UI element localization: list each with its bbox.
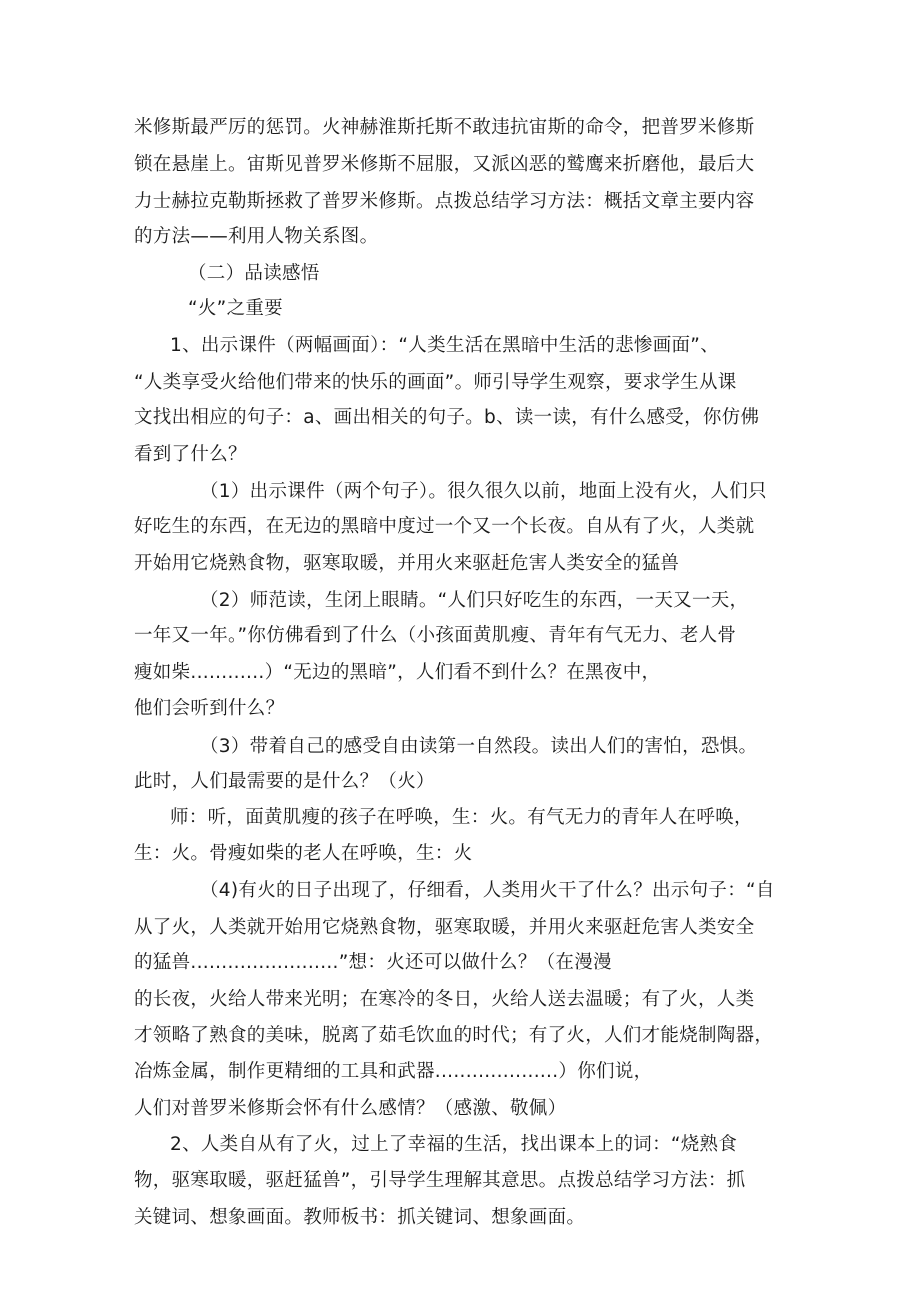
text-line: （2）师范读，生闭上眼睛。“人们只好吃生的东西，一天又一天， xyxy=(200,590,749,611)
text-line: （1）出示课件（两个句子）。很久很久以前，地面上没有火，人们只 xyxy=(200,481,767,502)
section-heading: （二）品读感悟 xyxy=(188,263,320,284)
text-line: 才领略了熟食的美味，脱离了茹毛饮血的时代；有了火，人们才能烧制陶器， xyxy=(134,1025,774,1046)
text-line: 1、出示课件（两幅画面）：“人类生活在黑暗中生活的悲惨画面”、 xyxy=(170,335,719,356)
text-line: 从了火，人类就开始用它烧熟食物，驱寒取暖，并用火来驱赶危害人类安全 xyxy=(134,917,755,938)
text-line: 2、人类自从有了火，过上了幸福的生活，找出课本上的词：“烧熟食 xyxy=(170,1134,738,1155)
text-line: 的长夜，火给人带来光明；在寒冷的冬日，火给人送去温暖；有了火，人类 xyxy=(134,989,755,1010)
text-line: 看到了什么？ xyxy=(134,444,247,465)
text-line: 人们对普罗米修斯会怀有什么感情？（感激、敬佩） xyxy=(134,1098,567,1119)
text-line: 生：火。骨瘦如柴的老人在呼唤，生：火 xyxy=(134,843,473,864)
text-line: 开始用它烧熟食物，驱寒取暖，并用火来驱赶危害人类安全的猛兽 xyxy=(134,553,680,574)
text-line: 好吃生的东西，在无边的黑暗中度过一个又一个长夜。自从有了火，人类就 xyxy=(134,516,755,537)
text-line: 师：听，面黄肌瘦的孩子在呼唤，生：火。有气无力的青年人在呼唤， xyxy=(170,807,753,828)
text-line: 一年又一年。”你仿佛看到了什么（小孩面黄肌瘦、青年有气无力、老人骨 xyxy=(134,625,737,646)
text-line: 物，驱寒取暖，驱赶猛兽”，引导学生理解其意思。点拨总结学习方法：抓 xyxy=(134,1170,746,1191)
text-line: 冶炼金属，制作更精细的工具和武器....................）你们说， xyxy=(134,1061,653,1082)
text-line: 的猛兽........................”想：火还可以做什么？（在漫漫 xyxy=(134,952,612,973)
text-line: 他们会听到什么？ xyxy=(134,698,285,719)
subsection-heading: “火”之重要 xyxy=(188,298,283,319)
text-line: 文找出相应的句子：a、画出相关的句子。b、读一读，有什么感受，你仿佛 xyxy=(134,407,760,428)
text-line: 瘦如柴............）“无边的黑暗”，人们看不到什么？在黑夜中， xyxy=(134,662,661,683)
text-line: 关键词、想象画面。教师板书：抓关键词、想象画面。 xyxy=(134,1207,586,1228)
text-line: “人类享受火给他们带来的快乐的画面”。师引导学生观察，要求学生从课 xyxy=(134,372,737,393)
text-line: （3）带着自己的感受自由读第一自然段。读出人们的害怕，恐惧。 xyxy=(200,736,758,757)
text-line: 此时，人们最需要的是什么？（火） xyxy=(134,771,435,792)
text-line: 锁在悬崖上。宙斯见普罗米修斯不屈服，又派凶恶的鹫鹰来折磨他，最后大 xyxy=(134,154,755,175)
text-line: （4)有火的日子出现了，仔细看，人类用火干了什么？出示句子：“自 xyxy=(200,880,775,901)
text-line: 米修斯最严厉的惩罚。火神赫淮斯托斯不敢违抗宙斯的命令，把普罗米修斯 xyxy=(134,117,755,138)
text-line: 的方法——利用人物关系图。 xyxy=(134,226,379,247)
text-line: 力士赫拉克勒斯拯救了普罗米修斯。点拨总结学习方法：概括文章主要内容 xyxy=(134,191,755,212)
